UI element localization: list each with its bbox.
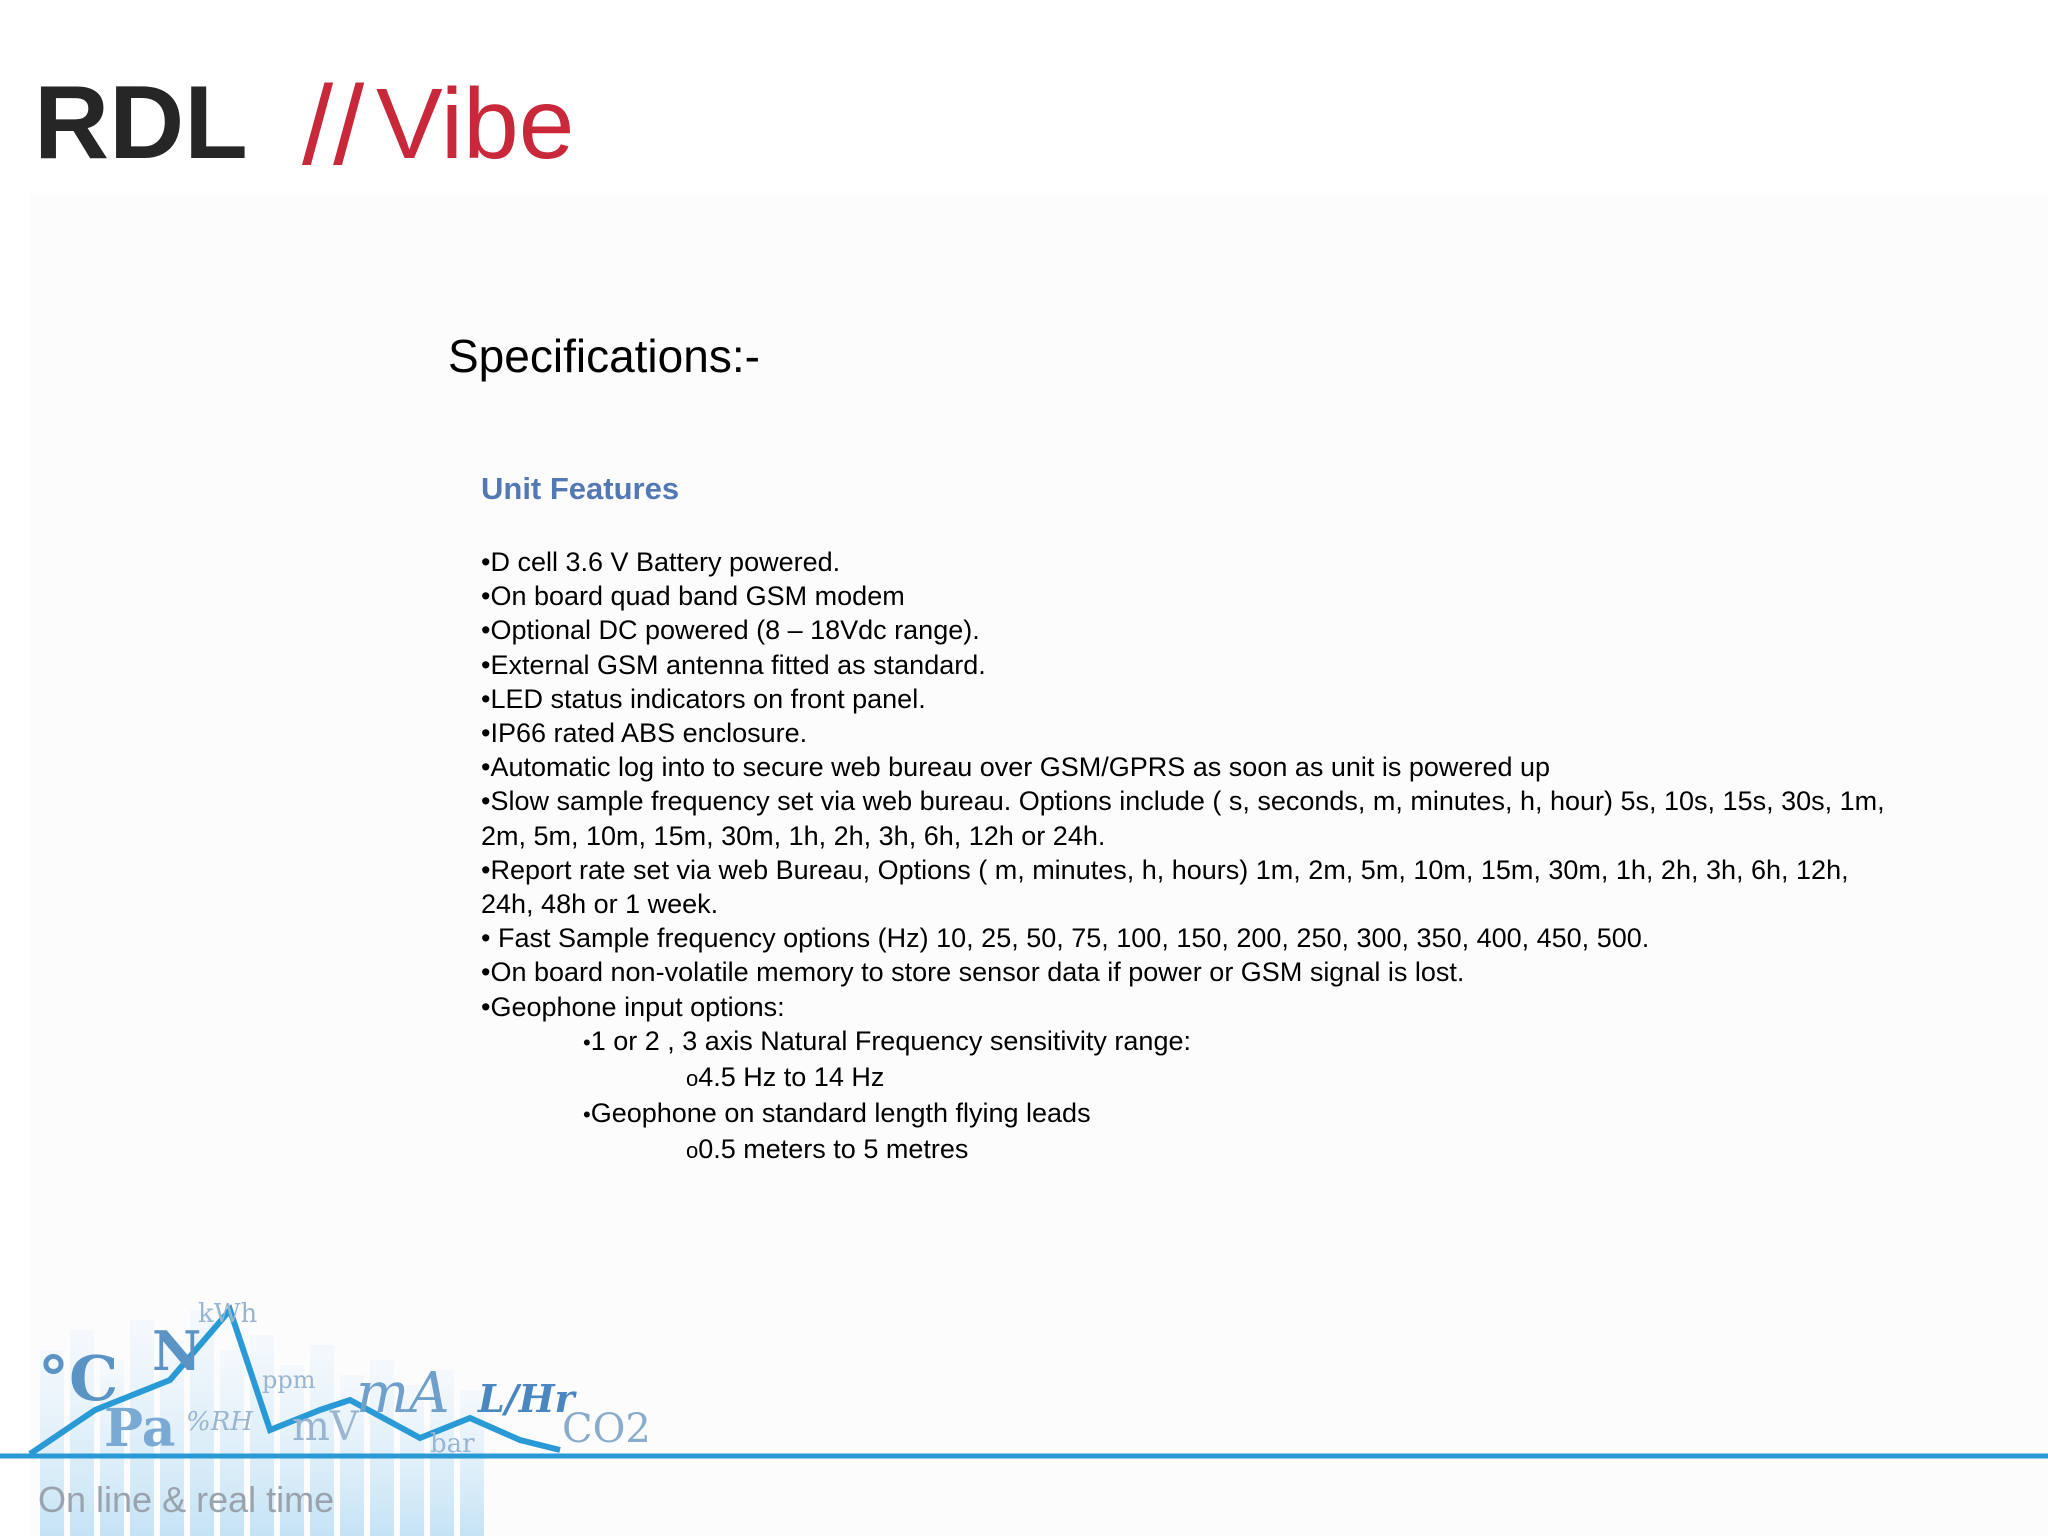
unit-pascal: Pa <box>104 1398 176 1459</box>
feature-text: D cell 3.6 V Battery powered. <box>490 547 841 577</box>
feature-item <box>481 921 1901 955</box>
feature-text: IP66 rated ABS enclosure. <box>490 718 808 749</box>
bullet-marker: • <box>481 854 491 885</box>
logo-text-rdl: RDL <box>34 65 248 180</box>
unit-newton: N <box>152 1319 202 1383</box>
feature-text: Geophone on standard length flying leads <box>590 1098 1091 1129</box>
feature-text: External GSM antenna fitted as standard. <box>490 649 986 680</box>
circle-marker: o <box>686 1066 699 1092</box>
feature-text: Fast Sample frequency options (Hz) 10, 25, 50, 75, 100, 150, 200, 250, 300, 350, 400, 450, 500. <box>490 923 1650 954</box>
bullet-marker: • <box>481 615 491 646</box>
logo-separator: // <box>302 63 365 180</box>
bullet-marker: • <box>481 547 491 577</box>
bullet-marker: • <box>481 683 491 714</box>
bullet-marker: • <box>583 1102 591 1128</box>
geophone-sub-item <box>481 1024 1901 1060</box>
bullet-marker: • <box>481 752 491 783</box>
unit-ppm: ppm <box>262 1366 316 1394</box>
section-heading: Unit Features <box>481 471 680 506</box>
feature-item <box>481 613 1901 647</box>
unit-rh: %RH <box>186 1407 253 1437</box>
feature-item <box>481 648 1901 682</box>
feature-item <box>481 784 1901 852</box>
bullet-marker: • <box>481 718 491 749</box>
bullet-marker: • <box>481 649 491 680</box>
geophone-sub-sub-item <box>481 1132 1901 1168</box>
feature-text: On board non-volatile memory to store sensor data if power or GSM signal is lost. <box>490 957 1465 988</box>
bullet-marker: • <box>481 786 491 817</box>
feature-item <box>481 750 1901 784</box>
feature-text: 4.5 Hz to 14 Hz <box>698 1062 885 1093</box>
feature-text: Report rate set via web Bureau, Options ( m, minutes, h, hours) 1m, 2m, 5m, 10m, 15m, 30m, 1h, 2h, 3h, 6h, 12h, 24h, 48h or 1 week. <box>481 854 1849 920</box>
unit-degc: °C <box>38 1342 119 1415</box>
bullet-marker: • <box>481 991 491 1022</box>
feature-text: On board quad band GSM modem <box>490 581 905 612</box>
geophone-sub-item <box>481 1096 1901 1132</box>
feature-text: Geophone input options: <box>490 991 785 1022</box>
feature-text: 0.5 meters to 5 metres <box>698 1134 969 1165</box>
feature-text: Optional DC powered (8 – 18Vdc range). <box>490 615 980 646</box>
feature-item <box>481 716 1901 750</box>
feature-item <box>481 682 1901 716</box>
logo-graphic <box>34 60 654 180</box>
geophone-sub-sub-item <box>481 1060 1901 1096</box>
bullet-marker: • <box>481 923 491 954</box>
feature-item <box>481 955 1901 989</box>
tagline: On line & real time <box>38 1479 335 1520</box>
feature-text: 1 or 2 , 3 axis Natural Frequency sensitivity range: <box>590 1025 1191 1056</box>
rdl-vibe-logo <box>34 60 654 180</box>
feature-item <box>481 853 1901 921</box>
feature-list <box>481 545 1901 1169</box>
bullet-marker: • <box>583 1029 591 1055</box>
unit-mv: mV <box>292 1404 359 1450</box>
bullet-marker: • <box>481 581 491 612</box>
feature-item <box>481 545 1901 579</box>
unit-bar: bar <box>430 1429 475 1459</box>
feature-item <box>481 579 1901 613</box>
unit-kwh: kWh <box>198 1299 258 1329</box>
feature-text: Slow sample frequency set via web bureau. Options include ( s, seconds, m, minutes, h, hour) 5s, 10s, 15s, 30s, 1m, 2m, 5m, 10m, 15m, 30m, 1h, 2h, 3h, 6h, 12h or 24h. <box>481 786 1885 851</box>
unit-co2: CO2 <box>562 1406 651 1452</box>
feature-text: Automatic log into to secure web bureau over GSM/GPRS as soon as unit is powered up <box>490 752 1551 783</box>
page-title: Specifications:- <box>448 330 760 382</box>
unit-lhr: L/Hr <box>478 1376 575 1421</box>
unit-ma: mA <box>356 1361 450 1426</box>
circle-marker: o <box>686 1138 699 1164</box>
logo-text-vibe: Vibe <box>376 68 575 180</box>
feature-item <box>481 990 1901 1024</box>
feature-text: LED status indicators on front panel. <box>490 683 926 714</box>
bullet-marker: • <box>481 957 491 988</box>
